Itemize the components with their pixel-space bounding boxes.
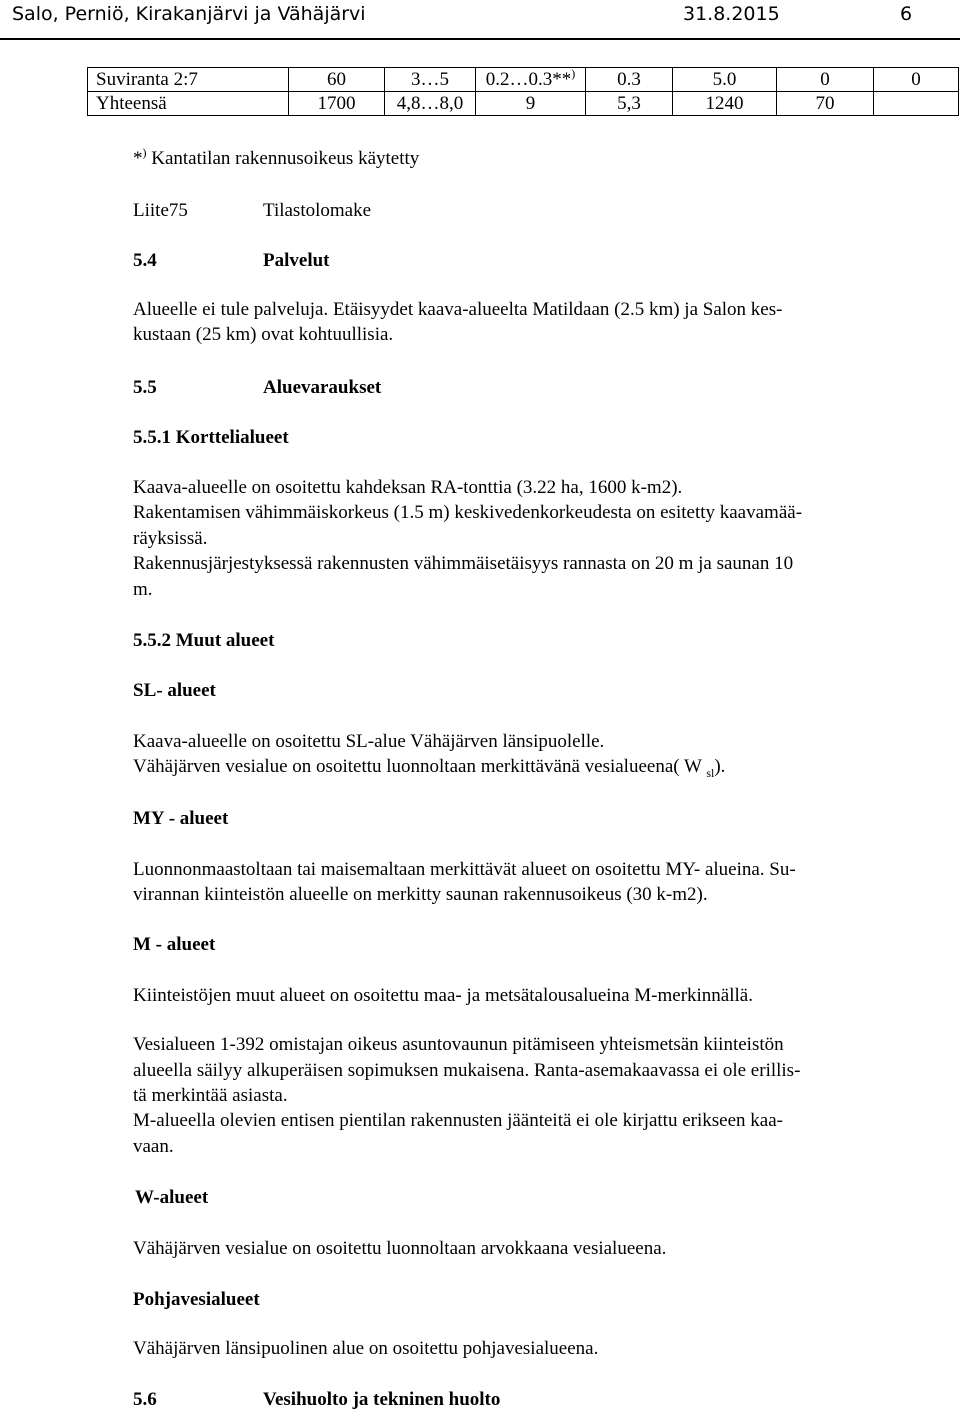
paragraph-line: alueella säilyy alkuperäisen sopimuksen mukaisena. Ranta-asemakaavassa ei ole erillis- bbox=[133, 1060, 801, 1081]
table-cell: 0 bbox=[874, 68, 959, 92]
table-row bbox=[88, 92, 959, 116]
paragraph-line: Luonnonmaastoltaan tai maisemaltaan merkittävät alueet on osoitettu MY- alueina. Su- bbox=[133, 859, 796, 880]
subsection-heading: 5.5.2 Muut alueet bbox=[133, 630, 275, 651]
table-cell: 70 bbox=[777, 92, 874, 116]
subsection-heading: 5.5.1 Korttelialueet bbox=[133, 427, 289, 448]
area-heading: SL- alueet bbox=[133, 680, 216, 701]
table-cell: 9 bbox=[476, 92, 586, 116]
table-cell: 5.0 bbox=[673, 68, 777, 92]
table-cell: 3…5 bbox=[385, 68, 476, 92]
paragraph-line: virannan kiinteistön alueelle on merkitty saunan rakennusoikeus (30 k-m2). bbox=[133, 884, 708, 905]
area-heading: W-alueet bbox=[135, 1187, 209, 1208]
area-heading: M - alueet bbox=[133, 934, 216, 955]
paragraph-line: Vähäjärven vesialue on osoitettu luonnoltaan merkittävänä vesialueena( W $_{sl}$). bbox=[133, 756, 726, 780]
table-cell: 60 bbox=[289, 68, 385, 92]
paragraph-line: m. bbox=[133, 579, 153, 600]
paragraph-line: Vähäjärven vesialue on osoitettu luonnoltaan arvokkaana vesialueena. bbox=[133, 1238, 667, 1259]
paragraph-line: räyksissä. bbox=[133, 528, 208, 549]
table-cell: 1240 bbox=[673, 92, 777, 116]
table-cell: 1700 bbox=[289, 92, 385, 116]
paragraph-line: M-alueella olevien entisen pientilan rakennusten jäänteitä ei ole kirjattu erikseen kaa- bbox=[133, 1110, 783, 1131]
section-heading: Vesihuolto ja tekninen huolto bbox=[263, 1389, 501, 1410]
attachment-text: Tilastolomake bbox=[263, 200, 372, 221]
area-heading: MY - alueet bbox=[133, 808, 229, 829]
section-number: 5.5 bbox=[133, 377, 157, 398]
paragraph-line: Rakentamisen vähimmäiskorkeus (1.5 m) keskivedenkorkeudesta on esitetty kaavamää- bbox=[133, 502, 803, 523]
attachment-label: Liite75 bbox=[133, 200, 188, 221]
paragraph-line: Rakennusjärjestyksessä rakennusten vähimmäisetäisyys rannasta on 20 m ja saunan 10 bbox=[133, 553, 794, 574]
paragraph-line: vaan. bbox=[133, 1136, 174, 1157]
paragraph-line: kustaan (25 km) ovat kohtuullisia. bbox=[133, 324, 394, 345]
summary-table bbox=[87, 67, 959, 116]
paragraph-line: Alueelle ei tule palveluja. Etäisyydet kaava-alueelta Matildaan (2.5 km) ja Salon kes- bbox=[133, 299, 783, 320]
section-number: 5.6 bbox=[133, 1389, 157, 1410]
table-cell-value: 0.2…0.3** bbox=[485, 68, 572, 90]
paragraph-line: Kiinteistöjen muut alueet on osoitettu maa- ja metsätalousalueina M-merkinnällä. bbox=[133, 985, 753, 1006]
area-heading: Pohjavesialueet bbox=[133, 1289, 260, 1310]
table-cell: 4,8…8,0 bbox=[385, 92, 476, 116]
header-title: Salo, Perniö, Kirakanjärvi ja Vähäjärvi bbox=[12, 3, 366, 25]
paragraph-line: Vähäjärven länsipuolinen alue on osoitettu pohjavesialueena. bbox=[133, 1338, 599, 1359]
page-number: 6 bbox=[900, 3, 913, 25]
paragraph-line: Kaava-alueelle on osoitettu kahdeksan RA-tonttia (3.22 ha, 1600 k-m2). bbox=[133, 477, 683, 498]
table-cell: Yhteensä bbox=[88, 92, 289, 116]
table-cell: 5,3 bbox=[586, 92, 673, 116]
table-cell-sup: ) bbox=[571, 66, 576, 81]
header-divider bbox=[0, 38, 960, 40]
table-cell bbox=[476, 68, 586, 92]
table-cell: Suviranta 2:7 bbox=[88, 68, 289, 92]
section-heading: Palvelut bbox=[263, 250, 330, 271]
paragraph-line: Vesialueen 1-392 omistajan oikeus asuntovaunun pitämiseen yhteismetsän kiinteistön bbox=[133, 1034, 784, 1055]
footnote: *) Kantatilan rakennusoikeus käytetty bbox=[133, 145, 420, 169]
table-cell: 0.3 bbox=[586, 68, 673, 92]
paragraph-line: Kaava-alueelle on osoitettu SL-alue Vähäjärven länsipuolelle. bbox=[133, 731, 605, 752]
header-date: 31.8.2015 bbox=[683, 3, 780, 25]
table-cell: 0 bbox=[777, 68, 874, 92]
paragraph-line: tä merkintää asiasta. bbox=[133, 1085, 288, 1106]
section-heading: Aluevaraukset bbox=[263, 377, 382, 398]
table-cell bbox=[874, 92, 959, 116]
section-number: 5.4 bbox=[133, 250, 157, 271]
table-row bbox=[88, 68, 959, 92]
